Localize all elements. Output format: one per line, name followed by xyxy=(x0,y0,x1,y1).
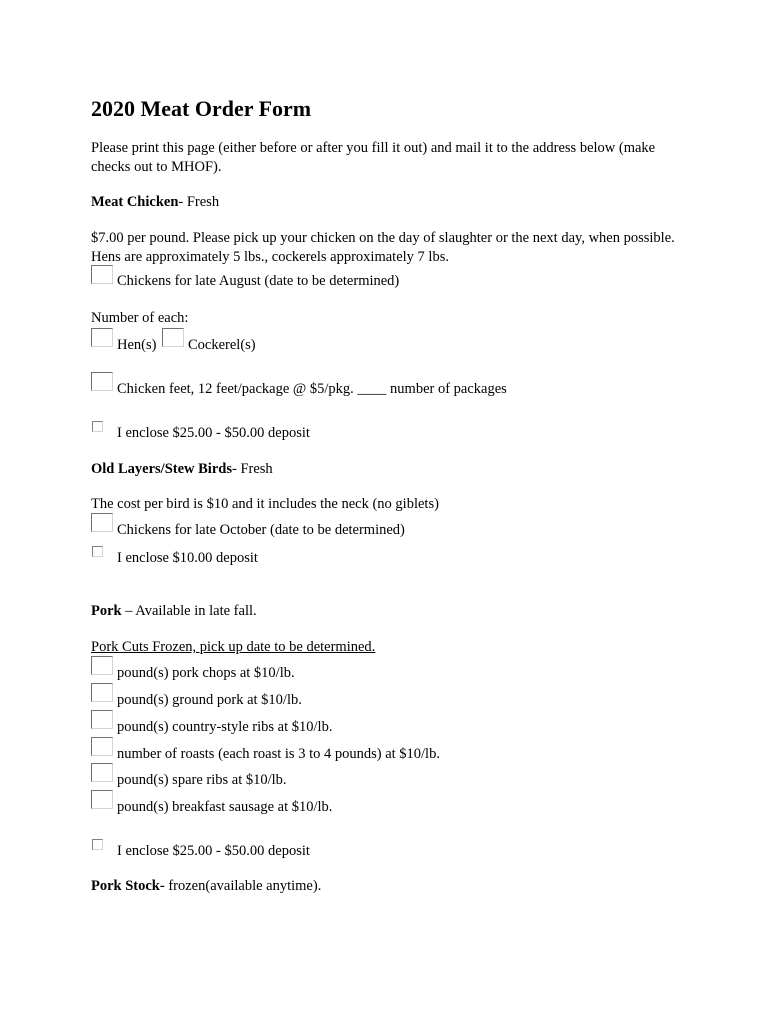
number-of-each-label: Number of each: xyxy=(91,310,189,326)
old-layers-heading xyxy=(91,461,273,478)
hens-quantity-field[interactable] xyxy=(91,328,113,347)
chicken-deposit-checkbox[interactable] xyxy=(92,421,103,432)
pork-stock-suffix: frozen(available anytime). xyxy=(164,878,322,894)
layers-cost-note: The cost per bird is $10 and it includes the neck (no giblets) xyxy=(91,496,439,512)
cockerels-label: Cockerel(s) xyxy=(188,337,256,353)
country-ribs-field[interactable] xyxy=(91,710,113,729)
pork-chops-label: pound(s) pork chops at $10/lb. xyxy=(117,665,295,681)
breakfast-sausage-field[interactable] xyxy=(91,790,113,809)
pork-deposit-checkbox[interactable] xyxy=(92,839,103,850)
roasts-field[interactable] xyxy=(91,737,113,756)
chickens-late-october-label: Chickens for late October (date to be determined) xyxy=(117,522,405,538)
pork-stock-heading xyxy=(91,878,321,895)
intro-text: Please print this page (either before or after you fill it out) and mail it to the address below (make checks out to MHOF). xyxy=(91,140,656,175)
pork-chops-field[interactable] xyxy=(91,656,113,675)
layers-deposit-checkbox[interactable] xyxy=(92,546,103,557)
spare-ribs-field[interactable] xyxy=(91,763,113,782)
cockerels-quantity-field[interactable] xyxy=(162,328,184,347)
pork-deposit-label: I enclose $25.00 - $50.00 deposit xyxy=(117,843,310,859)
spare-ribs-label: pound(s) spare ribs at $10/lb. xyxy=(117,772,287,788)
breakfast-sausage-label: pound(s) breakfast sausage at $10/lb. xyxy=(117,799,333,815)
pork-heading xyxy=(91,603,257,620)
chickens-late-august-field[interactable] xyxy=(91,265,113,284)
hens-label: Hen(s) xyxy=(117,337,157,353)
meat-chicken-suffix: - Fresh xyxy=(178,194,220,210)
ground-pork-field[interactable] xyxy=(91,683,113,702)
meat-chicken-title: Meat Chicken xyxy=(91,194,179,210)
ground-pork-label: pound(s) ground pork at $10/lb. xyxy=(117,692,302,708)
chicken-deposit-label: I enclose $25.00 - $50.00 deposit xyxy=(117,425,310,441)
pork-stock-title: Pork Stock- xyxy=(91,878,165,894)
old-layers-suffix: - Fresh xyxy=(231,461,273,477)
pork-cuts-heading: Pork Cuts Frozen, pick up date to be determined. xyxy=(91,639,376,655)
pork-title: Pork xyxy=(91,603,122,619)
chicken-price-note: $7.00 per pound. Please pick up your chicken on the day of slaughter or the next day, when possible. Hens are approximately 5 lbs., cockerels approximately 7 lbs. xyxy=(91,230,675,265)
roasts-label: number of roasts (each roast is 3 to 4 pounds) at $10/lb. xyxy=(117,746,440,762)
pork-suffix: – Available in late fall. xyxy=(121,603,257,619)
old-layers-title: Old Layers/Stew Birds xyxy=(91,461,232,477)
page-title: 2020 Meat Order Form xyxy=(91,96,312,121)
chicken-feet-field[interactable] xyxy=(91,372,113,391)
country-ribs-label: pound(s) country-style ribs at $10/lb. xyxy=(117,719,333,735)
chickens-late-october-field[interactable] xyxy=(91,513,113,532)
meat-chicken-heading xyxy=(91,194,219,211)
chicken-feet-label: Chicken feet, 12 feet/package @ $5/pkg. ____ number of packages xyxy=(117,381,507,397)
chickens-late-august-label: Chickens for late August (date to be determined) xyxy=(117,273,400,289)
layers-deposit-label: I enclose $10.00 deposit xyxy=(117,550,258,566)
